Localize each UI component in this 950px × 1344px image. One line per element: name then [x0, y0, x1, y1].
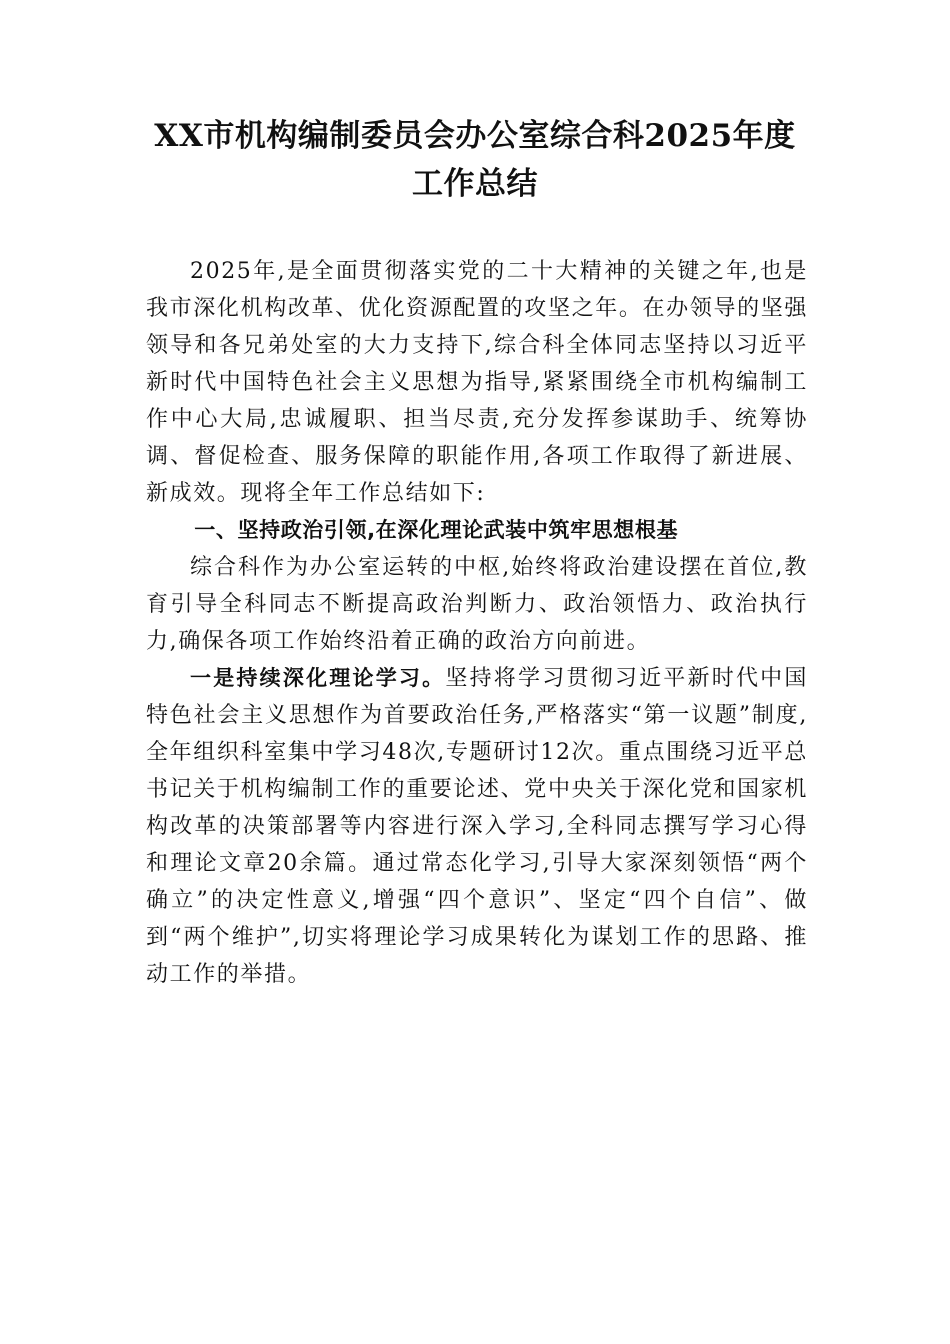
study-paragraph [146, 660, 808, 993]
section-heading: 一、坚持政治引领,在深化理论武装中筑牢思想根基 [194, 518, 679, 542]
document-body [146, 253, 808, 993]
item-lead-text: 一是持续深化理论学习。 [190, 666, 446, 690]
document-title: XX市机构编制委员会办公室综合科2025年度工作总结 [154, 118, 796, 202]
section-summary-paragraph: 综合科作为办公室运转的中枢,始终将政治建设摆在首位,教育引导全科同志不断提高政治判断力、政治领悟力、政治执行力,确保各项工作始终沿着正确的政治方向前进。 [146, 555, 808, 654]
item-body-text: 坚持将学习贯彻习近平新时代中国特色社会主义思想作为首要政治任务,严格落实“第一议题”制度,全年组织科室集中学习48次,专题研讨12次。重点围绕习近平总书记关于机构编制工作的重要论述、党中央关于深化党和国家机构改革的决策部署等内容进行深入学习,全科同志撰写学习心得和理论文章20余篇。通过常态化学习,引导大家深刻领悟“两个确立”的决定性意义,增强“四个意识”、坚定“四个自信”、做到“两个维护”,切实将理论学习成果转化为谋划工作的思路、推动工作的举措。 [146, 666, 808, 987]
intro-paragraph: 2025年,是全面贯彻落实党的二十大精神的关键之年,也是我市深化机构改革、优化资源配置的攻坚之年。在办领导的坚强领导和各兄弟处室的大力支持下,综合科全体同志坚持以习近平新时代中国特色社会主义思想为指导,紧紧围绕全市机构编制工作中心大局,忠诚履职、担当尽责,充分发挥参谋助手、统筹协调、督促检查、服务保障的职能作用,各项工作取得了新进展、新成效。现将全年工作总结如下: [146, 259, 808, 506]
